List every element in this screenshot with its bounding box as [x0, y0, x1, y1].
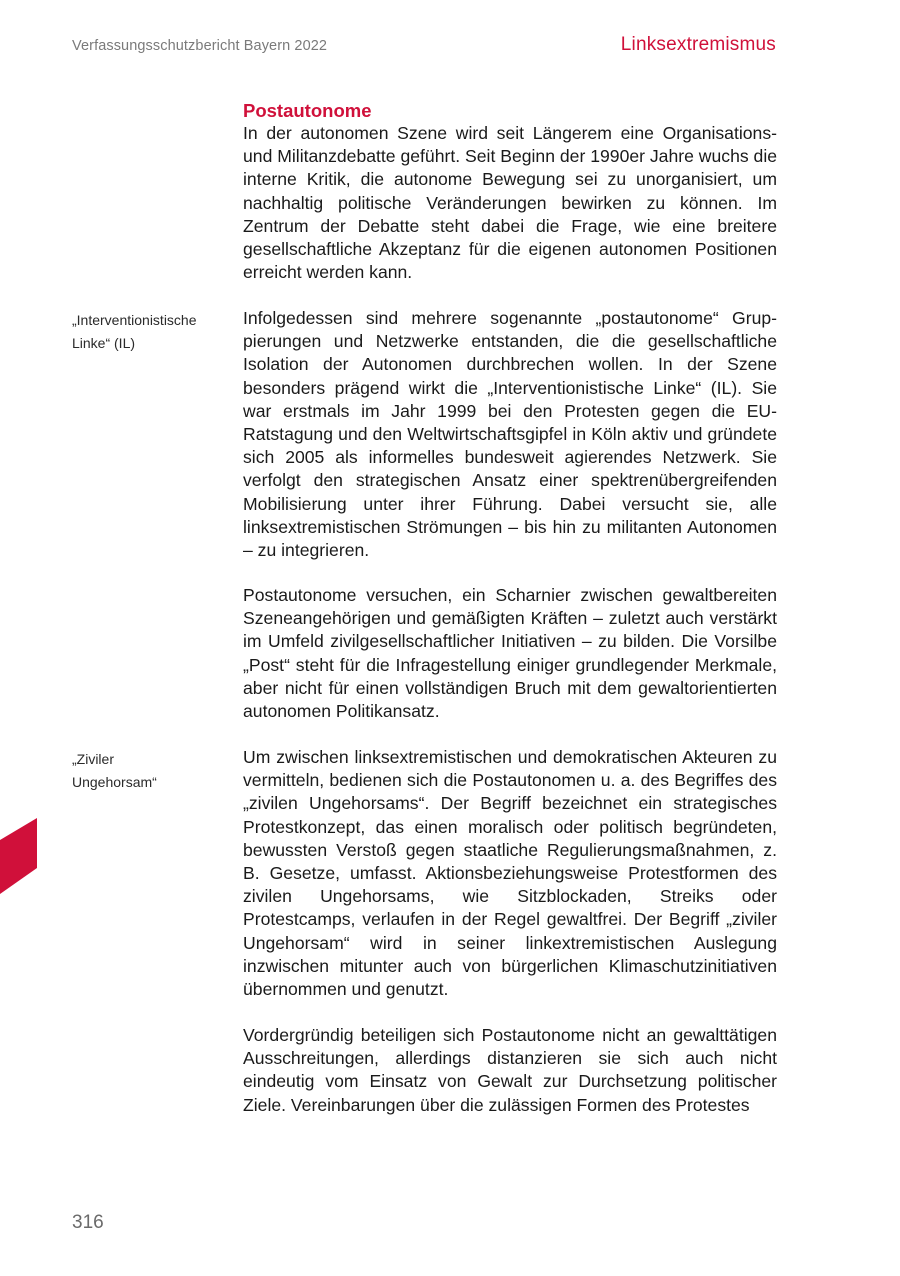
section-postautonome — [243, 99, 777, 284]
chapter-title: Linksextremismus — [620, 34, 776, 55]
chapter-marker-tab — [0, 818, 37, 894]
paragraph-ziviler-ungehorsam: Um zwischen linksextremistischen und demokratischen Akteuren zu vermitteln, bedienen sich die Postautonomen u. a. des Begriffes des „zivilen Ungehorsams“. Der Begriff bezeichnet ein strategisches Protestkonzept, das einen moralisch oder politisch begründeten, bewussten Verstoß gegen staatliche Regulierungsmaßnahmen, z. B. Gesetze, umfasst. Aktionsbeziehungsweise Protestformen des zivilen Ungehorsams, wie Sitzblockaden, Streiks oder Protestcamps, verlaufen in der Regel gewaltfrei. Der Begriff „ziviler Ungehorsam“ wird in seiner linkextremistischen Auslegung inzwischen mitunter auch von bürgerlichen Klimaschutzinitiativen übernommen und genutzt. — [243, 747, 777, 1000]
section-heading: Postautonome — [243, 100, 372, 121]
paragraph-gewalt-distanz: Vordergründig beteiligen sich Postautonome nicht an gewalttätigen Ausschreitungen, allerdings distanzieren sie sich auch nicht eindeutig vom Einsatz von Gewalt zur Durchsetzung politischer Ziele. Vereinbarungen über die zulässigen Formen des Protestes — [243, 1025, 777, 1115]
paragraph-postautonome-scharnier: Postautonome versuchen, ein Scharnier zwischen gewaltbereiten Szeneangehörigen und gemäßigten Kräften – zuletzt auch verstärkt im Umfeld zivilgesellschaftlicher Initiativen – zu bilden. Die Vorsilbe „Post“ steht für die Infragestellung einiger grundlegender Merkmale, aber nicht für einen vollständigen Bruch mit dem gewaltorientierten autonomen Politikansatz. — [243, 585, 777, 722]
paragraph-intro: In der autonomen Szene wird seit Längerem eine Organisations- und Militanzdebatte geführt. Seit Beginn der 1990er Jahre wuchs die interne Kritik, die autonome Bewegung sei zu unorganisiert, um nachhaltig politische Veränderungen bewirken zu können. Im Zentrum der Debatte steht dabei die Frage, wie eine breitere gesellschaftliche Akzeptanz für die eigenen autonomen Positionen erreicht werden kann. — [243, 123, 778, 283]
section-last — [243, 1024, 777, 1117]
paragraph-interventionistische-linke: Infolgedessen sind mehrere sogenannte „postautonome“ Gruppierungen und Netzwerke entstanden, die die gesellschaftliche Isolation der Autonomen durchbrechen wollen. In der Szene besonders prägend wirkt die „Interventionistische Linke“ (IL). Sie war erstmals im Jahr 1999 bei den Protesten gegen die EU-Ratstagung und den Weltwirtschaftsgipfel in Köln aktiv und gründete sich 2005 als informelles bundesweit agierendes Netzwerk. Sie verfolgt den strategischen Ansatz einer spektrenübergreifenden Mobilisierung unter ihrer Führung. Dabei versucht sie, alle linksextremistischen Strömungen – bis hin zu militanten Autonomen – zu integrieren. — [243, 308, 777, 561]
margin-note-interventionistische-linke: „Interventionistische Linke“ (IL) — [72, 312, 197, 351]
page-number: 316 — [72, 1212, 104, 1233]
running-header: Verfassungsschutzbericht Bayern 2022 — [72, 38, 328, 54]
section-post — [243, 584, 777, 723]
margin-note-ziviler-ungehorsam: „Ziviler Ungehorsam“ — [72, 751, 157, 790]
section-il — [243, 307, 777, 562]
section-ziviler — [243, 746, 777, 1001]
